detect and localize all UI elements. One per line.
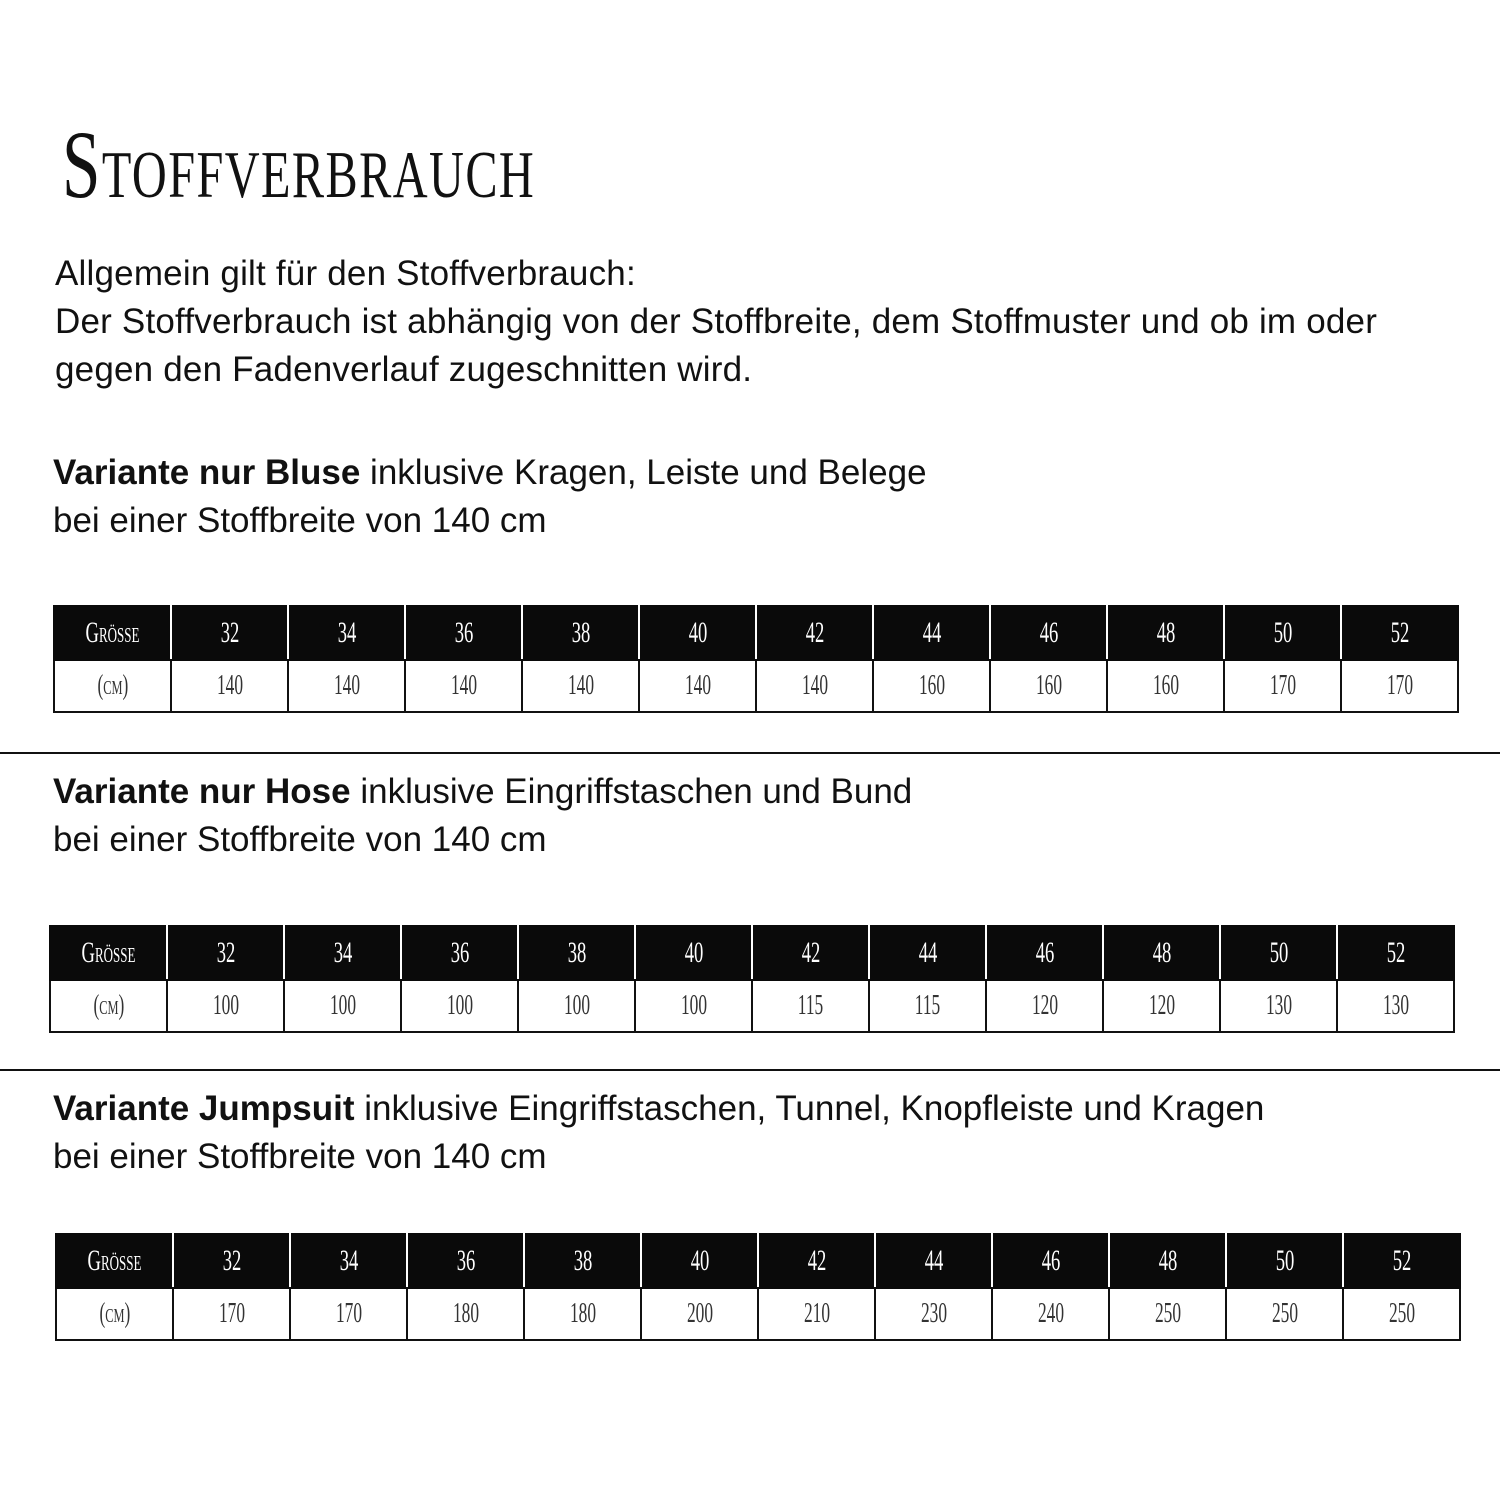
fabric-length-cell: 180 [524,1288,641,1340]
fabric-length-cell: 140 [171,660,288,712]
fabric-width-note: bei einer Stoffbreite von 140 cm [53,1137,547,1176]
divider [0,1069,1500,1071]
intro-line: gegen den Fadenverlauf zugeschnitten wird. [55,350,753,389]
size-cell: 42 [752,926,869,980]
section-heading-jumpsuit [53,1085,1453,1181]
fabric-length-cell: 240 [992,1288,1109,1340]
section-heading-hose [53,768,1453,864]
size-row [50,926,1454,980]
size-cell: 52 [1337,926,1454,980]
fabric-length-cell: 140 [288,660,405,712]
length-row [56,1288,1460,1340]
fabric-length-cell: 140 [756,660,873,712]
fabric-length-cell: 160 [873,660,990,712]
size-cell: 36 [405,606,522,660]
size-cell: 38 [518,926,635,980]
size-cell: 46 [992,1234,1109,1288]
fabric-length-cell: 100 [167,980,284,1032]
size-cell: 32 [167,926,284,980]
fabric-length-cell: 100 [401,980,518,1032]
size-cell: 34 [288,606,405,660]
fabric-length-cell: 140 [405,660,522,712]
size-label-cell: Größe [50,926,167,980]
size-cell: 48 [1109,1234,1226,1288]
fabric-table-jumpsuit [55,1233,1461,1341]
fabric-length-cell: 230 [875,1288,992,1340]
size-cell: 44 [869,926,986,980]
section-title: Variante Jumpsuit [53,1089,355,1128]
fabric-length-cell: 140 [522,660,639,712]
fabric-length-cell: 100 [635,980,752,1032]
size-label-cell: Größe [54,606,171,660]
section-description: inklusive Eingriffstaschen und Bund [350,772,913,811]
size-cell: 42 [756,606,873,660]
size-cell: 36 [407,1234,524,1288]
fabric-length-cell: 160 [990,660,1107,712]
section-description: inklusive Kragen, Leiste und Belege [360,453,927,492]
fabric-width-note: bei einer Stoffbreite von 140 cm [53,501,547,540]
fabric-length-cell: 250 [1343,1288,1460,1340]
unit-label-cell: (cm) [50,980,167,1032]
fabric-table-hose [49,925,1455,1033]
section-description: inklusive Eingriffstaschen, Tunnel, Knopfleiste und Kragen [354,1089,1265,1128]
fabric-length-cell: 115 [752,980,869,1032]
size-cell: 50 [1226,1234,1343,1288]
fabric-length-cell: 140 [639,660,756,712]
size-cell: 38 [524,1234,641,1288]
section-title: Variante nur Bluse [53,453,361,492]
intro-text [55,250,1455,394]
intro-line: Der Stoffverbrauch ist abhängig von der Stoffbreite, dem Stoffmuster und ob im oder [55,302,1378,341]
divider [0,752,1500,754]
fabric-length-cell: 250 [1226,1288,1343,1340]
section-title: Variante nur Hose [53,772,351,811]
size-cell: 44 [873,606,990,660]
fabric-length-cell: 170 [173,1288,290,1340]
size-cell: 52 [1341,606,1458,660]
size-row [56,1234,1460,1288]
intro-line: Allgemein gilt für den Stoffverbrauch: [55,254,636,293]
fabric-length-cell: 250 [1109,1288,1226,1340]
unit-label-cell: (cm) [54,660,171,712]
size-cell: 34 [284,926,401,980]
fabric-length-cell: 160 [1107,660,1224,712]
length-row [50,980,1454,1032]
size-cell: 40 [635,926,752,980]
fabric-length-cell: 115 [869,980,986,1032]
size-row [54,606,1458,660]
size-cell: 46 [990,606,1107,660]
fabric-length-cell: 180 [407,1288,524,1340]
size-cell: 46 [986,926,1103,980]
size-cell: 44 [875,1234,992,1288]
section-heading-bluse [53,449,1453,545]
size-cell: 40 [639,606,756,660]
fabric-length-cell: 170 [1224,660,1341,712]
fabric-length-cell: 200 [641,1288,758,1340]
fabric-length-cell: 120 [986,980,1103,1032]
fabric-table-bluse [53,605,1459,713]
size-cell: 36 [401,926,518,980]
size-cell: 52 [1343,1234,1460,1288]
fabric-length-cell: 210 [758,1288,875,1340]
fabric-length-cell: 170 [290,1288,407,1340]
size-cell: 48 [1107,606,1224,660]
fabric-width-note: bei einer Stoffbreite von 140 cm [53,820,547,859]
size-cell: 34 [290,1234,407,1288]
length-row [54,660,1458,712]
size-cell: 32 [173,1234,290,1288]
fabric-length-cell: 130 [1337,980,1454,1032]
size-cell: 48 [1103,926,1220,980]
fabric-length-cell: 130 [1220,980,1337,1032]
page-title: Stoffverbrauch [62,111,536,218]
fabric-length-cell: 100 [518,980,635,1032]
size-cell: 38 [522,606,639,660]
fabric-length-cell: 170 [1341,660,1458,712]
fabric-length-cell: 120 [1103,980,1220,1032]
unit-label-cell: (cm) [56,1288,173,1340]
size-cell: 42 [758,1234,875,1288]
size-cell: 32 [171,606,288,660]
size-cell: 50 [1224,606,1341,660]
size-cell: 40 [641,1234,758,1288]
size-label-cell: Größe [56,1234,173,1288]
fabric-length-cell: 100 [284,980,401,1032]
size-cell: 50 [1220,926,1337,980]
